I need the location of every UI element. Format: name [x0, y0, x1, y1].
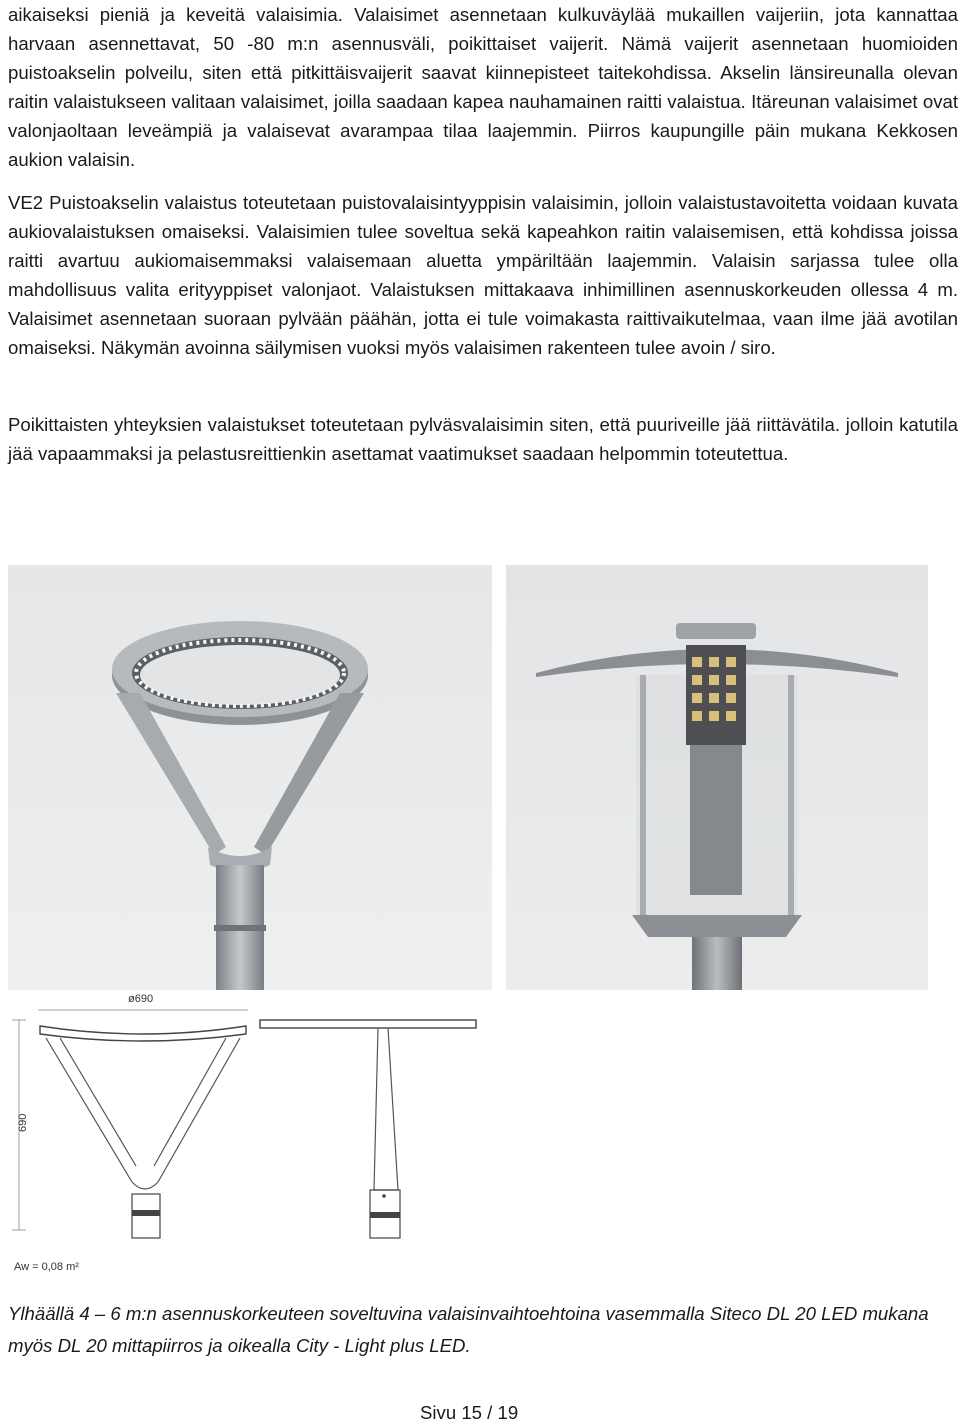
siteco-luminaire-illustration [8, 565, 492, 990]
paragraph-intro: aikaiseksi pieniä ja keveitä valaisimia. Valaisimet asennetaan kulkuväylää mukaillen vaijeriin, jota kannattaa harvaan asennettavat, 50 -80 m:n asennusväli, poikittaiset vaijerit. Nämä vaijerit asennetaan huomioiden puistoakselin polveilu, siten että pitkittäisvaijerit saavat kiinnepisteet taitekohdissa. Akselin länsireunalla olevan raitin valaistukseen valitaan valaisimet, joilla saadaan kapea nauhamainen raitti valaistua. Itäreunan valaisimet ovat valonjaoltaan leveämpiä ja valaisevat avarampaa tilaa laajemmin. Piirros kaupungille päin mukana Kekkosen aukion valaisin. [8, 4, 958, 170]
area-label: Aw = 0,08 m² [14, 1261, 79, 1273]
city-light-luminaire-illustration [506, 565, 928, 990]
height-label: 690 [17, 1113, 29, 1132]
dl20-dimension-svg [8, 990, 492, 1280]
figure-caption: Ylhäällä 4 – 6 m:n asennuskorkeuteen soveltuvina valaisinvaihtoehtoina vasemmalla Siteco DL 20 LED mukana myös DL 20 mittapiirros ja oikealla City - Light plus LED. [8, 1303, 929, 1356]
page-number: Sivu 15 / 19 [420, 1402, 519, 1423]
paragraph-ve2: VE2 Puistoakselin valaistus toteutetaan puistovalaisintyyppisin valaisimin, jolloin valaistustavoitetta voidaan kuvata aukiovalaistuksen omaiseksi. Valaisimien tulee soveltua sekä kapeahkon raitin valaisemisen, että kohdissa joissa raitti avartuu aukiomaisemmaksi valaisemaan aluetta ympäriltään laajemmin. Valaisin sarjassa tulee olla mahdollisuus valita erityyppiset valonjaot. Valaistuksen mittakaava inhimillinen asennuskorkeuden ollessa 4 m. Valaisimet asennetaan suoraan pylvään päähän, jotta ei tule voimakasta raittivaikutelmaa, vaan ilme jää avotilan omaiseksi. Näkymän avoinna säilymisen vuoksi myös valaisimen rakenteen tulee avoin / siro. [8, 192, 958, 358]
photo-siteco-dl20 [8, 565, 492, 990]
diameter-label: ø690 [128, 993, 154, 1005]
photo-city-light-plus [506, 565, 928, 990]
paragraph-cross-connections: Poikittaisten yhteyksien valaistukset toteutetaan pylväsvalaisimin siten, että puuriveille jää riittävätila. jolloin katutila jää vapaammaksi ja pelastusreittienkin asettamat vaatimukset saadaan helpommin toteutettua. [8, 414, 958, 464]
dimension-drawing-dl20 [8, 990, 492, 1280]
